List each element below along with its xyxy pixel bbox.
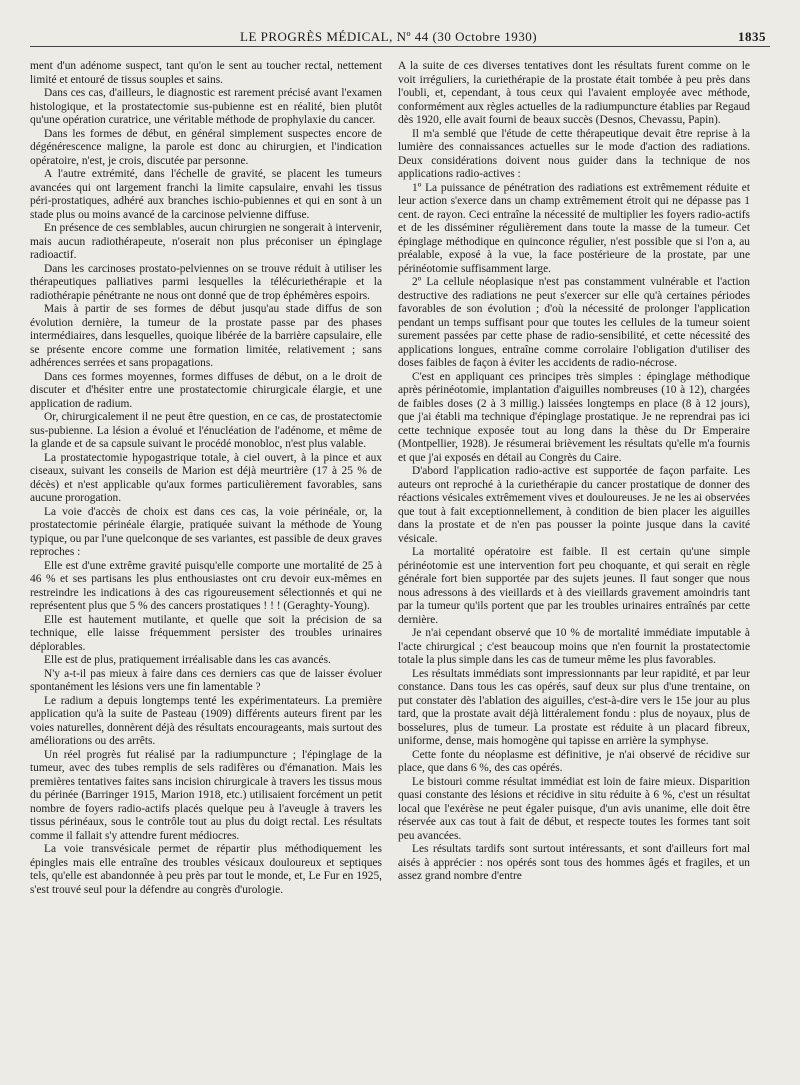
paragraph: C'est en appliquant ces principes très simples : épinglage méthodique après périnéotomie, implantation d'aiguilles nombreuses (10 à 12), chargées de faibles doses (2 à 3 millig.) laissées longtemps en place (8 à 12 jours), que j'ai établi ma technique d'épinglage prostatique. Je ne reprendrai pas ici cette technique exposée tout au long dans la thèse du Dr Emperaire (Montpellier, 1928). Je résumerai brièvement les résultats qu'elle m'a fournis et que j'ai exposés en détail au Congrès du Caire. (398, 370, 750, 464)
paragraph: Cette fonte du néoplasme est définitive, je n'ai observé de récidive sur place, que dans 6 %, des cas opérés. (398, 748, 750, 774)
paragraph: Dans ces cas, d'ailleurs, le diagnostic est rarement précisé avant l'examen histologique, et la prostatectomie sus-pubienne est en réalité, bien plutôt qu'une opération curatrice, une véritable méthode de prophylaxie du cancer. (30, 87, 382, 126)
paragraph: Dans ces formes moyennes, formes diffuses de début, on a le droit de discuter et d'hésiter entre une prostatectomie chirurgicale élargie, et une application de radium. (30, 370, 382, 410)
paragraph: 1º La puissance de pénétration des radiations est extrêmement réduite et leur action s'exerce dans un champ extrêmement étroit qui ne dépasse pas 1 cent. de rayon. Ceci entraîne la nécessité de multiplier les foyers radio-actifs et de les disséminer régulièrement dans toute la masse de la tumeur. Cet épinglage méthodique en quinconce régulier, n'est possible que si l'on a, au préalable, exposé à la vue, la face postérieure de la prostate, par une périnéotomie suffisamment large. (398, 181, 750, 275)
paragraph: D'abord l'application radio-active est supportée de façon parfaite. Les auteurs ont reproché à la curiethérapie du cancer prostatique de donner des réactions vésicales extrêmement vives et douloureuses. Je ne les ai observées que tout à fait exceptionnellement, à condition de bien placer les aiguilles dans la prostate et de n'en pas pousser la pointe jusque dans la cavité vésicale. (398, 465, 750, 545)
paragraph: A la suite de ces diverses tentatives dont les résultats furent comme on le voit irréguliers, la curiethérapie de la prostate était tombée à peu près dans l'oubli, et, cependant, à tous ceux qui l'avaient employée avec méthode, conformément aux règles actuelles de la radiumpuncture établies par Regaud dès 1920, elle avait fourni de beaux succès (Desnos, Chevassu, Papin). (398, 60, 750, 126)
paragraph: Un réel progrès fut réalisé par la radiumpuncture ; l'épinglage de la tumeur, avec des tubes remplis de sels radifères ou d'émanation. Mais les premières tentatives faites sans incision chirurgicale à travers les tissus mous du périnée (Barringer 1915, Marion 1918, etc.) utilisaient forcément un petit nombre de foyers radio-actifs placés quelque peu à l'aveugle à travers les tissus périnéaux, sous le contrôle tout au plus du doigt rectal. Les résultats comme il fallait s'y attendre furent médiocres. (30, 748, 382, 842)
paragraph: Le bistouri comme résultat immédiat est loin de faire mieux. Disparition quasi constante des lésions et récidive in situ réduite à 6 %, c'est un résultat local que l'exérèse ne peut égaler puisque, d'un avis unanime, elle doit être réservée aux cas tout à fait de début, et respecte toutes les formes tant soit peu avancées. (398, 775, 750, 842)
paragraph: Elle est hautement mutilante, et quelle que soit la précision de sa technique, elle laisse fréquemment persister des troubles urinaires déplorables. (30, 613, 382, 653)
paragraph: Or, chirurgicalement il ne peut être question, en ce cas, de prostatectomie sus-pubienne. La lésion a évolué et l'énucléation de l'adénome, et même de la glande et de sa capsule suivant le procédé monobloc, n'est plus valable. (30, 411, 382, 450)
paragraph: ment d'un adénome suspect, tant qu'on le sent au toucher rectal, nettement limité et entouré de tissus souples et sains. (30, 60, 382, 86)
running-header (30, 28, 770, 47)
right-column (398, 60, 750, 1080)
paragraph: N'y a-t-il pas mieux à faire dans ces derniers cas que de laisser évoluer spontanément les lésions vers une fin lamentable ? (30, 667, 382, 693)
paragraph: Je n'ai cependant observé que 10 % de mortalité immédiate imputable à l'acte chirurgical ; c'est beaucoup moins que n'en fournit la prostatectomie totale la plus simple dans les cas de tumeur même les plus favorables. (398, 627, 750, 666)
left-column (30, 60, 382, 1080)
paragraph: Les résultats tardifs sont surtout intéressants, et sont d'ailleurs fort mal aisés à apprécier : nos opérés sont tous des hommes âgés et fragiles, et un assez grand nombre d'entre (398, 843, 750, 882)
paragraph: Dans les formes de début, en général simplement suspectes encore de dégénérescence maligne, la parole est donc au chirurgien, et l'indication opératoire, n'est, je crois, discutée par personne. (30, 127, 382, 167)
paragraph: La prostatectomie hypogastrique totale, à ciel ouvert, à la pince et aux ciseaux, suivant les conseils de Marion est déjà meurtrière (17 à 25 % de décès) et n'est applicable qu'aux formes particulièrement favorables, sans aucune prorogation. (30, 451, 382, 504)
paragraph: Les résultats immédiats sont impressionnants par leur rapidité, et par leur constance. Dans tous les cas opérés, sauf deux sur plus d'une trentaine, on put constater dès l'ablation des aiguilles, c'est-à-dire vers le 15e jour au plus tard, que la prostate avait déjà littéralement fondu : plus de noyaux, plus de bosselures, plus de tumeur. La prostate est réduite à un placard fibreux, uniforme, dense, mais homogène qui tapisse en arrière la symphyse. (398, 667, 750, 747)
paragraph: 2º La cellule néoplasique n'est pas constamment vulnérable et l'action destructive des radiations ne peut s'exercer sur elle qu'à certaines périodes favorables de son évolution ; d'où la nécessité de prolonger l'application pendant un temps suffisant pour que toutes les cellules de la tumeur soient surement passées par cette phase de radio-sensibilité, et cette nécessité des applications longues, entraîne comme corrolaire l'obligation d'utiliser des doses faibles de façon à éviter les accidents de radio-nécrose. (398, 276, 750, 369)
paragraph: La voie transvésicale permet de répartir plus méthodiquement les épingles mais elle entraîne des troubles vésicaux douloureux et septiques tels, qu'elle est abandonnée à peu près par tout le monde, et, Le Fur en 1925, s'est trouvé seul pour la défendre au congrès d'urologie. (30, 843, 382, 896)
paragraph: La voie d'accès de choix est dans ces cas, la voie périnéale, or, la prostatectomie périnéale élargie, pratiquée suivant la méthode de Young typique, ou par l'une quelconque de ses variantes, est passible de deux graves reproches : (30, 505, 382, 558)
journal-title: LE PROGRÈS MÉDICAL, Nº 44 (30 Octobre 1930) (240, 29, 538, 44)
paragraph: Elle est de plus, pratiquement irréalisable dans les cas avancés. (44, 654, 331, 666)
paragraph: Le radium a depuis longtemps tenté les expérimentateurs. La première application qu'à la suite de Pasteau (1909) différents auteurs firent par les voies naturelles, donnèrent déjà des résultats encourageants, mais surtout des améliorations ou des arrêts. (30, 694, 382, 747)
paragraph: Dans les carcinoses prostato-pelviennes on se trouve réduit à utiliser les thérapeutiques palliatives parmi lesquelles la télécuriethérapie et la radiothérapie pénétrante ne nous ont donné que de trop éphémères espoirs. (30, 262, 382, 302)
paragraph: Elle est d'une extrême gravité puisqu'elle comporte une mortalité de 25 à 46 % et ses partisans les plus enthousiastes ont cru devoir eux-mêmes en restreindre les indications à des cas rigoureusement sélectionnés et qui ne représentent plus que 5 % des cancers prostatiques ! ! ! (Geraghty-Young). (30, 559, 382, 612)
paragraph: La mortalité opératoire est faible. Il est certain qu'une simple périnéotomie est une intervention fort peu choquante, et qui serait en règle générale fort bien supportée par des sujets jeunes. Il faut songer que nous nous adressons à des vieillards et à des vieillards gravement amoindris tant par la tumeur qu'ils portent que par les troubles urinaires entraînés par cette dernière. (398, 546, 750, 626)
paragraph: A l'autre extrémité, dans l'échelle de gravité, se placent les tumeurs avancées qui ont largement franchi la limite capsulaire, envahi les tissus péri-prostatiques, adhéré aux branches ischio-pubiennes et qui en sont à un stade plus ou moins avancé de la carcinose pelvienne diffuse. (30, 168, 382, 221)
paragraph: Mais à partir de ses formes de début jusqu'au stade diffus de son évolution dernière, la tumeur de la prostate passe par des phases intermédiaires, dans lesquelles, quoique libérée de la barrière capsulaire, elle se présente encore comme une formation limitée, relativement ; sans adhérences serrées et sans propagations. (30, 303, 382, 369)
paragraph: En présence de ces semblables, aucun chirurgien ne songerait à intervenir, mais aucun radiothérapeute, n'oserait non plus préconiser un épinglage radioactif. (30, 222, 382, 261)
page-number: 1835 (738, 29, 766, 44)
paragraph: Il m'a semblé que l'étude de cette thérapeutique devait être reprise à la lumière des connaissances actuelles sur le mode d'action des radiations. Deux considérations doivent nous guider dans la technique de nos applications radio-actives : (398, 127, 750, 180)
